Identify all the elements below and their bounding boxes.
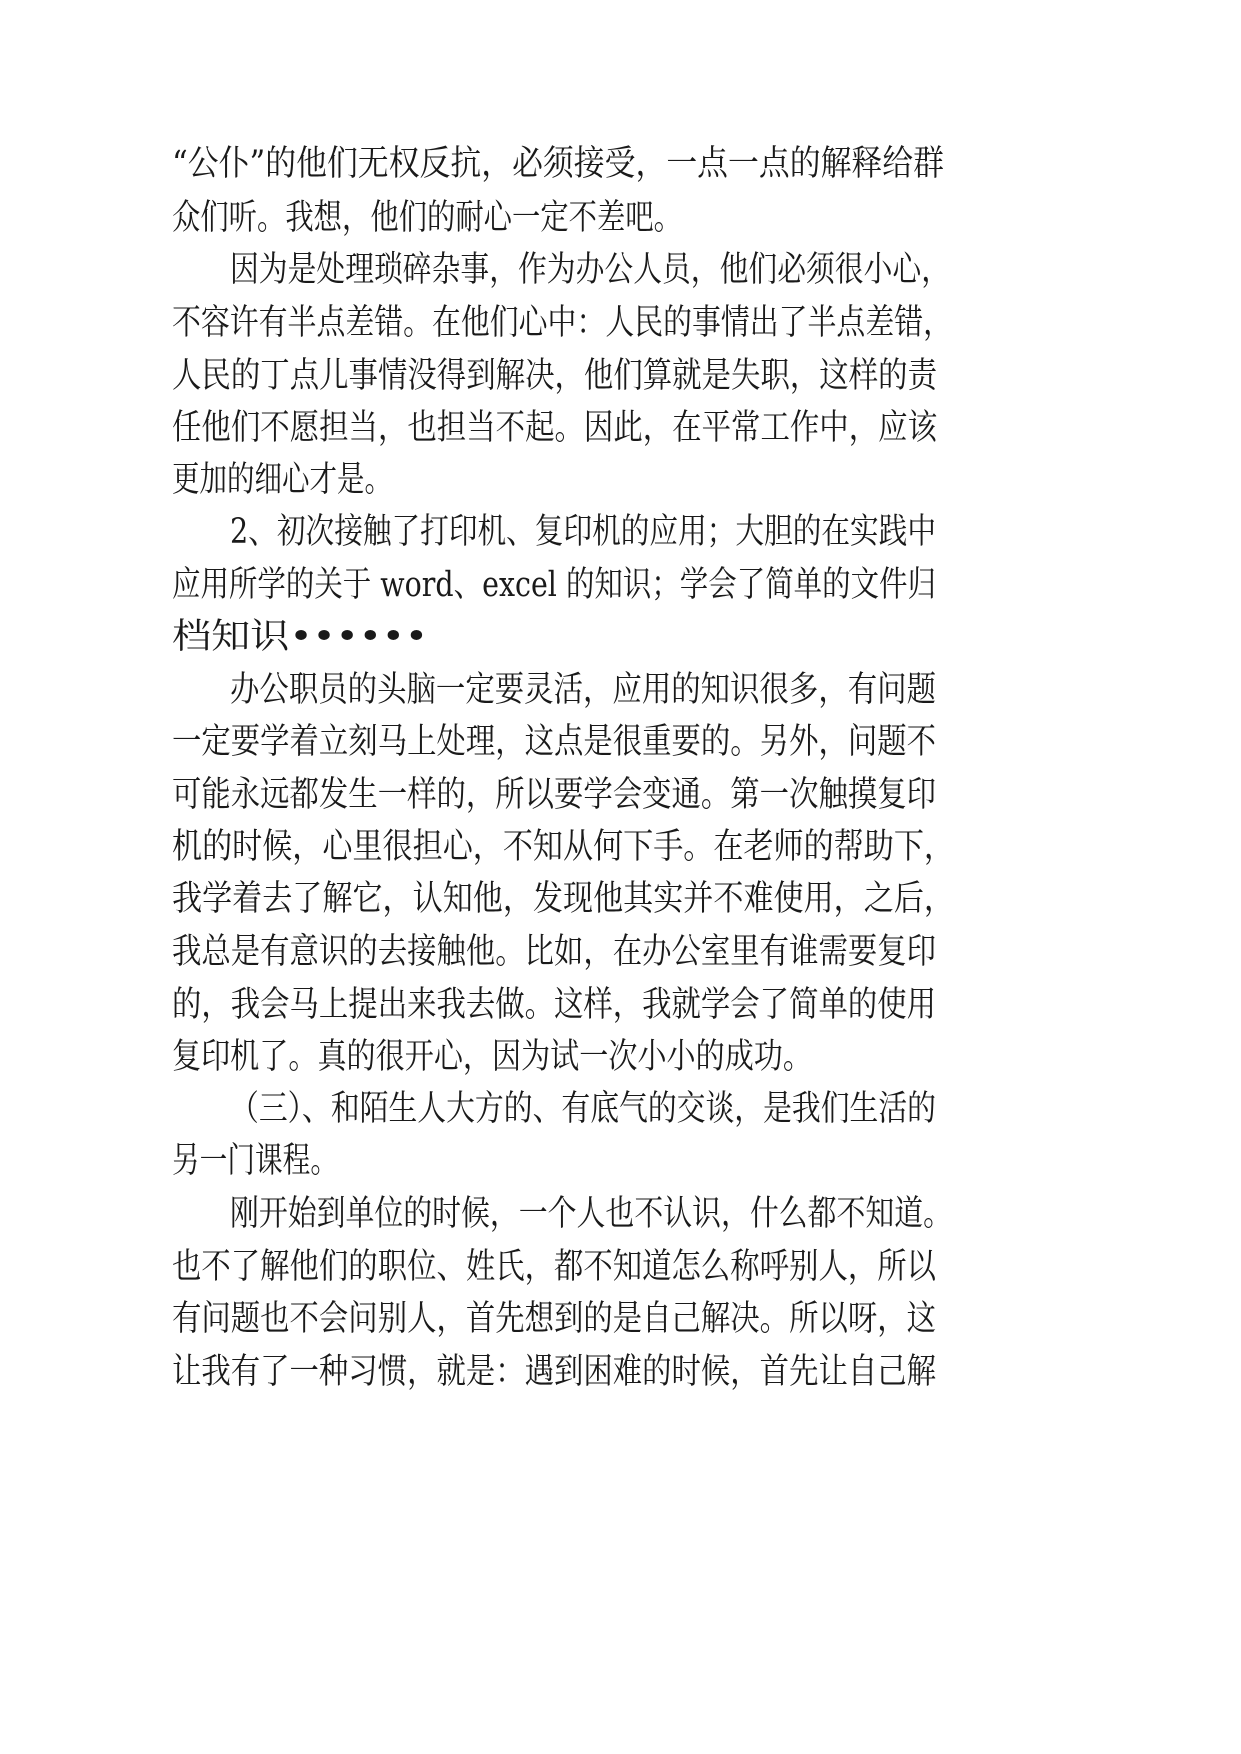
text-line-5 xyxy=(0,346,1241,406)
text-line-19 xyxy=(0,1079,1241,1139)
text-line-17 xyxy=(0,975,1241,1035)
text-line-11 xyxy=(0,660,1241,720)
text-line-23 xyxy=(0,1289,1241,1349)
text-line-16-content: 我总是有意识的去接触他。比如，在办公室里有谁需要复印 xyxy=(172,932,936,972)
text-line-20 xyxy=(0,1131,1241,1191)
text-line-7-content: 更加的细心才是。 xyxy=(172,460,392,500)
text-line-8-content: 2、初次接触了打印机、复印机的应用；大胆的在实践中 xyxy=(230,512,936,552)
text-line-11-content: 办公职员的头脑一定要灵活，应用的知识很多，有问题 xyxy=(230,670,936,710)
text-line-10-content: 档知识•••••• xyxy=(172,617,428,657)
text-line-12-content: 一定要学着立刻马上处理，这点是很重要的。另外，问题不 xyxy=(172,722,936,762)
text-line-6 xyxy=(0,398,1241,458)
text-line-4 xyxy=(0,293,1241,353)
text-line-19-content: （三）、和陌生人大方的、有底气的交谈，是我们生活的 xyxy=(230,1089,936,1129)
text-line-7 xyxy=(0,450,1241,510)
text-line-20-content: 另一门课程。 xyxy=(172,1141,338,1181)
text-line-2-content: 众们听。我想，他们的耐心一定不差吧。 xyxy=(172,198,682,238)
text-line-3 xyxy=(0,240,1241,300)
text-line-23-content: 有问题也不会问别人，首先想到的是自己解决。所以呀，这 xyxy=(172,1299,936,1339)
text-line-1 xyxy=(0,134,1241,194)
text-line-1-content: “公仆”的他们无权反抗，必须接受，一点一点的解释给群 xyxy=(172,144,944,184)
text-line-6-content: 任他们不愿担当，也担当不起。因此，在平常工作中，应该 xyxy=(172,408,937,448)
text-line-17-content: 的，我会马上提出来我去做。这样，我就学会了简单的使用 xyxy=(172,985,936,1025)
text-line-5-content: 人民的丁点儿事情没得到解决，他们算就是失职，这样的责 xyxy=(172,356,937,396)
text-line-3-content: 因为是处理琐碎杂事，作为办公人员，他们必须很小心， xyxy=(230,250,950,290)
text-line-9 xyxy=(0,555,1241,615)
text-line-9-content: 应用所学的关于 word、excel 的知识；学会了简单的文件归 xyxy=(172,565,936,605)
text-line-13 xyxy=(0,765,1241,825)
text-line-8 xyxy=(0,502,1241,562)
text-line-16 xyxy=(0,922,1241,982)
text-line-22-content: 也不了解他们的职位、姓氏，都不知道怎么称呼别人，所以 xyxy=(172,1247,936,1287)
text-line-2 xyxy=(0,188,1241,248)
text-line-24 xyxy=(0,1342,1241,1402)
text-line-12 xyxy=(0,712,1241,772)
text-line-4-content: 不容许有半点差错。在他们心中：人民的事情出了半点差错， xyxy=(172,303,952,343)
text-line-14-content: 机的时候，心里很担心，不知从何下手。在老师的帮助下， xyxy=(172,827,954,867)
text-line-15 xyxy=(0,869,1241,929)
text-line-10 xyxy=(0,607,1241,667)
text-line-18 xyxy=(0,1027,1241,1087)
text-line-18-content: 复印机了。真的很开心，因为试一次小小的成功。 xyxy=(172,1037,812,1077)
text-line-24-content: 让我有了一种习惯，就是：遇到困难的时候，首先让自己解 xyxy=(172,1352,936,1392)
text-line-21 xyxy=(0,1184,1241,1244)
text-line-14 xyxy=(0,817,1241,877)
text-line-13-content: 可能永远都发生一样的，所以要学会变通。第一次触摸复印 xyxy=(172,775,936,815)
text-line-15-content: 我学着去了解它，认知他，发现他其实并不难使用，之后， xyxy=(172,879,954,919)
text-line-22 xyxy=(0,1237,1241,1297)
text-line-21-content: 刚开始到单位的时候，一个人也不认识，什么都不知道。 xyxy=(230,1194,952,1234)
